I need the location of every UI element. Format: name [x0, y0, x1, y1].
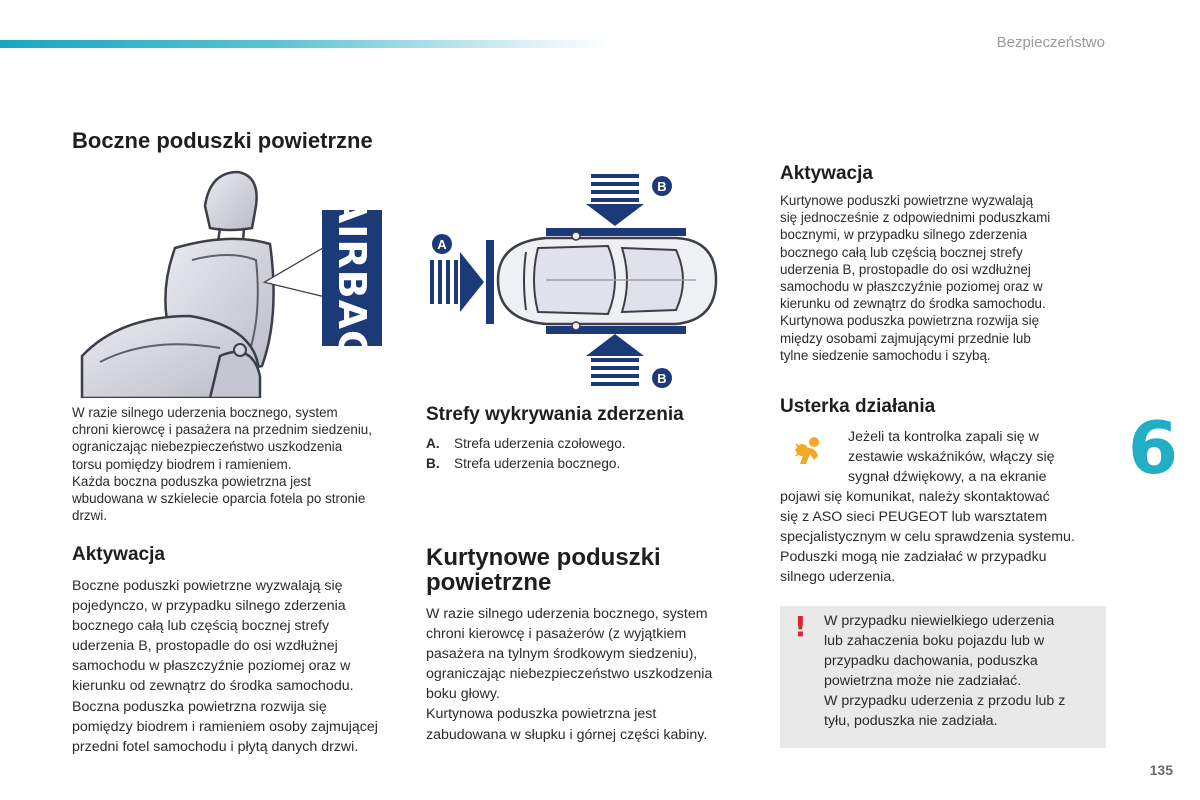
list-item: A. Strefa uderzenia czołowego. — [426, 436, 626, 451]
section-title: Bezpieczeństwo — [996, 34, 1105, 51]
malfunction-text-full: pojawi się komunikat, należy skontaktować się z ASO sieci PEUGEOT lub warsztatem specjalistycznym w celu sprawdzenia systemu. Poduszki mogą nie zadziałać w przypadku silnego uderzenia. — [780, 489, 1075, 586]
side-impact-arrow-top — [586, 174, 644, 226]
frontal-zone-bar — [486, 240, 494, 324]
warning-exclamation-icon: ! — [794, 610, 807, 643]
header-accent-bar — [0, 40, 610, 48]
side-zone-bar-bottom — [546, 326, 686, 334]
frontal-impact-arrow — [430, 252, 484, 312]
warning-text: W przypadku niewielkiego uderzenia lub zahaczenia boku pojazdu lub w przypadku dachowania, poduszka powietrzna może nie zadziałać. W przypadku uderzenia z przodu lub z tyłu, poduszka nie zadziała. — [824, 613, 1066, 730]
malfunction-text-short: Jeżeli ta kontrolka zapali się w zestawie wskaźników, włączy się sygnał dźwiękowy, a na ekranie — [848, 429, 1055, 486]
airbag-warning-lamp-icon — [792, 434, 828, 470]
side-activation-section: Aktywacja Boczne poduszki powietrzne wyzwalają się pojedynczo, w przypadku silnego zderzenia bocznego całą lub częścią bocznej strefy uderzenia B, prostopadle do osi wzdłużnej samochodu w płaszczyźnie poziomej oraz w kierunku od zewnątrz do środka samochodu. Boczna poduszka powietrzna rozwija się pomiędzy biodrem i ramieniem osoby zajmującej przedni fotel samochodu i płytą danych drzwi. — [72, 544, 412, 757]
intro-paragraph: W razie silnego uderzenia bocznego, system chroni kierowcę i pasażera na przednim siedzeniu, ograniczając niebezpieczeństwo uszkodzenia torsu pomiędzy biodrem i ramieniem. Każda boczna poduszka powietrzna jest wbudowana w szkielecie oparcia fotela po stronie drzwi. — [72, 405, 372, 524]
curtain-activation-section: Aktywacja Kurtynowe poduszki powietrzne wyzwalają się jednocześnie z odpowiednimi poduszkami bocznymi, w przypadku silnego zderzenia bocznego całą lub częścią bocznej strefy uderzenia B, prostopadle do osi wzdłużnej samochodu w płaszczyźnie poziomej oraz w kierunku od zewnątrz do środka samochodu. Kurtynowa poduszka powietrzna rozwija się między osobami zajmującymi przednie lub tylne siedzenie samochodu i szybą. — [780, 163, 1110, 364]
chapter-number: 6 — [1128, 406, 1179, 490]
side-impact-arrow-bottom — [586, 334, 644, 386]
collision-zones-diagram — [426, 168, 726, 394]
zone-a-label: A — [437, 237, 447, 252]
zone-b-label-bottom: B — [657, 371, 667, 386]
curtain-airbags-heading: Kurtynowe poduszki powietrzne — [426, 544, 661, 596]
page-title: Boczne poduszki powietrzne — [72, 128, 373, 153]
page-number: 135 — [1149, 762, 1173, 778]
side-activation-heading: Aktywacja — [72, 544, 165, 565]
list-item: B. Strefa uderzenia bocznego. — [426, 456, 621, 471]
malfunction-heading: Usterka działania — [780, 396, 936, 417]
malfunction-section — [780, 396, 1110, 418]
detection-zones-section — [426, 404, 756, 474]
curtain-airbags-section: Kurtynowe poduszki powietrzne W razie silnego uderzenia bocznego, system chroni kierowcę i pasażerów (z wyjątkiem pasażera na tylnym środkowym siedzeniu), ograniczając niebezpieczeństwo uszkodzenia boku głowy. Kurtynowa poduszka powietrzna jest zabudowana w słupku i górnej części kabiny. — [426, 545, 756, 745]
airbag-label-text: AIRBAG — [330, 193, 374, 363]
side-zone-bar-top — [546, 228, 686, 236]
zone-b-label-top: B — [657, 179, 667, 194]
curtain-activation-heading: Aktywacja — [780, 163, 873, 184]
detection-zones-heading: Strefy wykrywania zderzenia — [426, 404, 684, 425]
detection-zones-list — [426, 434, 756, 474]
